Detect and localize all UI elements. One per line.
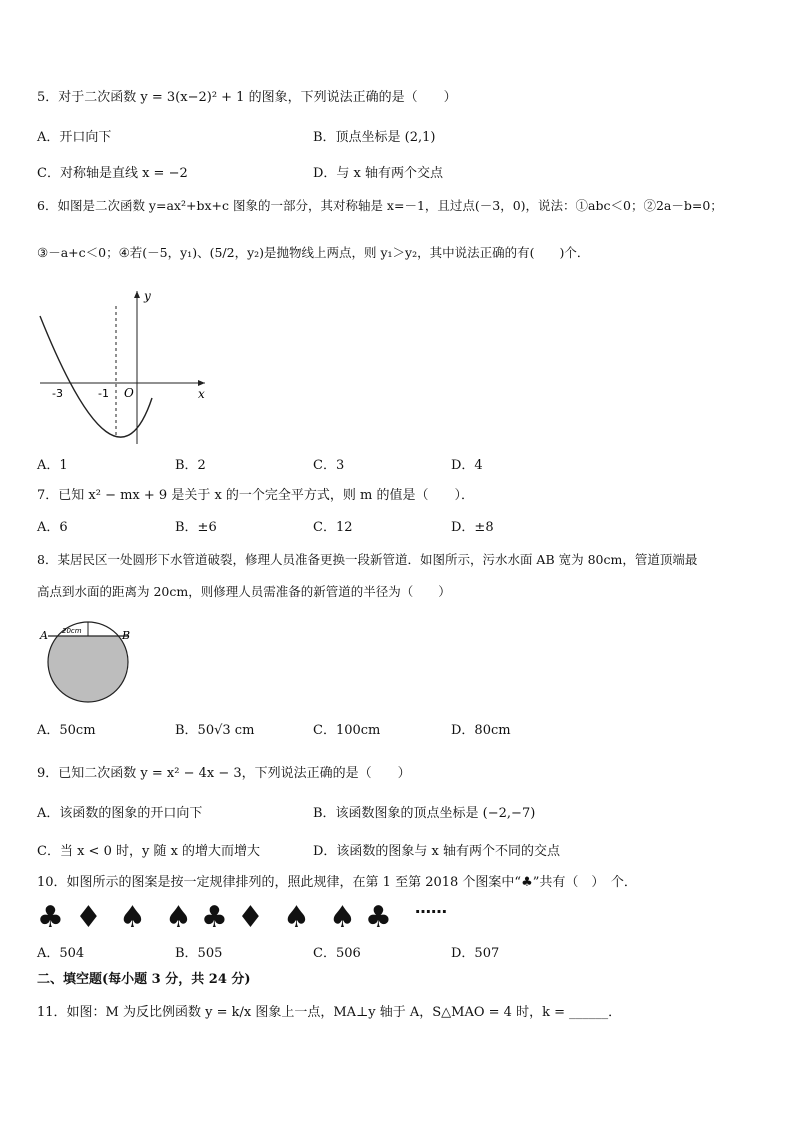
point-b-label: B bbox=[122, 629, 131, 642]
pattern-spade-icon: ♠ bbox=[119, 900, 146, 935]
q6-parabola-figure bbox=[30, 286, 220, 446]
distance-label: 20cm bbox=[62, 627, 82, 635]
q6-option-c: C．3 bbox=[313, 458, 345, 473]
q6-option-d: D．4 bbox=[451, 458, 483, 473]
q5-stem: 5．对于二次函数 y = 3(x−2)² + 1 的图象，下列说法正确的是（ ） bbox=[37, 90, 457, 105]
q10-stem: 10．如图所示的图案是按一定规律排列的，照此规律，在第 1 至第 2018 个图案中“♣”共有（ ） 个． bbox=[37, 875, 637, 890]
pattern-club-icon: ♣ bbox=[365, 900, 392, 935]
q9-option-c: C．当 x < 0 时，y 随 x 的增大而增大 bbox=[37, 844, 261, 859]
y-axis-label: y bbox=[144, 289, 151, 303]
q7-option-b: B．±6 bbox=[175, 520, 217, 535]
x-axis-arrow bbox=[198, 380, 205, 386]
q9-option-a: A．该函数的图象的开口向下 bbox=[37, 806, 203, 821]
parabola-curve bbox=[40, 316, 152, 437]
q7-option-c: C．12 bbox=[313, 520, 353, 535]
pattern-spade-icon: ♠ bbox=[329, 900, 356, 935]
x-axis-label: x bbox=[198, 387, 205, 401]
pattern-ellipsis: …… bbox=[415, 898, 447, 917]
pattern-club-icon: ♣ bbox=[37, 900, 64, 935]
q8-option-c: C．100cm bbox=[313, 723, 381, 738]
q5-option-b: B．顶点坐标是 (2,1) bbox=[313, 130, 436, 145]
origin-label: O bbox=[124, 386, 134, 400]
point-a-label: A bbox=[40, 629, 48, 642]
tick-label-neg1: -1 bbox=[98, 387, 109, 400]
q5-option-c: C．对称轴是直线 x = −2 bbox=[37, 166, 188, 181]
q6-stem-line1: 6．如图是二次函数 y=ax²+bx+c 图象的一部分，其对称轴是 x=－1，且过点(－3，0)，说法：①abc＜0；②2a－b=0； bbox=[37, 198, 723, 213]
q8-stem-line1: 8．某居民区一处圆形下水管道破裂，修理人员准备更换一段新管道．如图所示，污水水面 AB 宽为 80cm，管道顶端最 bbox=[37, 552, 698, 567]
q11-stem: 11．如图：M 为反比例函数 y = k/x 图象上一点，MA⊥y 轴于 A，S△MAO = 4 时，k = ______． bbox=[37, 1005, 622, 1020]
pattern-diamond-icon: ♦ bbox=[237, 900, 264, 935]
q8-option-a: A．50cm bbox=[37, 723, 96, 738]
pattern-club-icon: ♣ bbox=[201, 900, 228, 935]
q7-option-a: A．6 bbox=[37, 520, 68, 535]
q8-option-b: B．50√3 cm bbox=[175, 723, 255, 738]
q10-option-b: B．505 bbox=[175, 946, 223, 961]
q10-option-c: C．506 bbox=[313, 946, 361, 961]
q9-stem: 9．已知二次函数 y = x² − 4x − 3，下列说法正确的是（ ） bbox=[37, 766, 411, 781]
q5-option-a: A．开口向下 bbox=[37, 130, 112, 145]
q8-option-d: D．80cm bbox=[451, 723, 511, 738]
pattern-diamond-icon: ♦ bbox=[75, 900, 102, 935]
q10-option-d: D．507 bbox=[451, 946, 500, 961]
q6-option-a: A．1 bbox=[37, 458, 68, 473]
q8-pipe-figure bbox=[38, 620, 138, 705]
pattern-spade-icon: ♠ bbox=[165, 900, 192, 935]
q6-option-b: B．2 bbox=[175, 458, 206, 473]
q5-option-d: D．与 x 轴有两个交点 bbox=[313, 166, 444, 181]
q8-stem-line2: 高点到水面的距离为 20cm，则修理人员需准备的新管道的半径为（ ） bbox=[37, 584, 451, 599]
q10-option-a: A．504 bbox=[37, 946, 85, 961]
tick-label-neg3: -3 bbox=[52, 387, 63, 400]
q9-option-d: D．该函数的图象与 x 轴有两个不同的交点 bbox=[313, 844, 561, 859]
q6-stem-line2: ③－a+c＜0；④若(－5，y₁)、(5/2，y₂)是抛物线上两点，则 y₁＞y₂，其中说法正确的有( )个． bbox=[37, 245, 590, 260]
q9-option-b: B．该函数图象的顶点坐标是 (−2,−7) bbox=[313, 806, 536, 821]
q7-stem: 7．已知 x² − mx + 9 是关于 x 的一个完全平方式，则 m 的值是（ ）． bbox=[37, 488, 475, 503]
pattern-spade-icon: ♠ bbox=[283, 900, 310, 935]
q7-option-d: D．±8 bbox=[451, 520, 494, 535]
section-2-title: 二、填空题(每小题 3 分，共 24 分) bbox=[37, 972, 251, 987]
y-axis-arrow bbox=[134, 291, 140, 298]
